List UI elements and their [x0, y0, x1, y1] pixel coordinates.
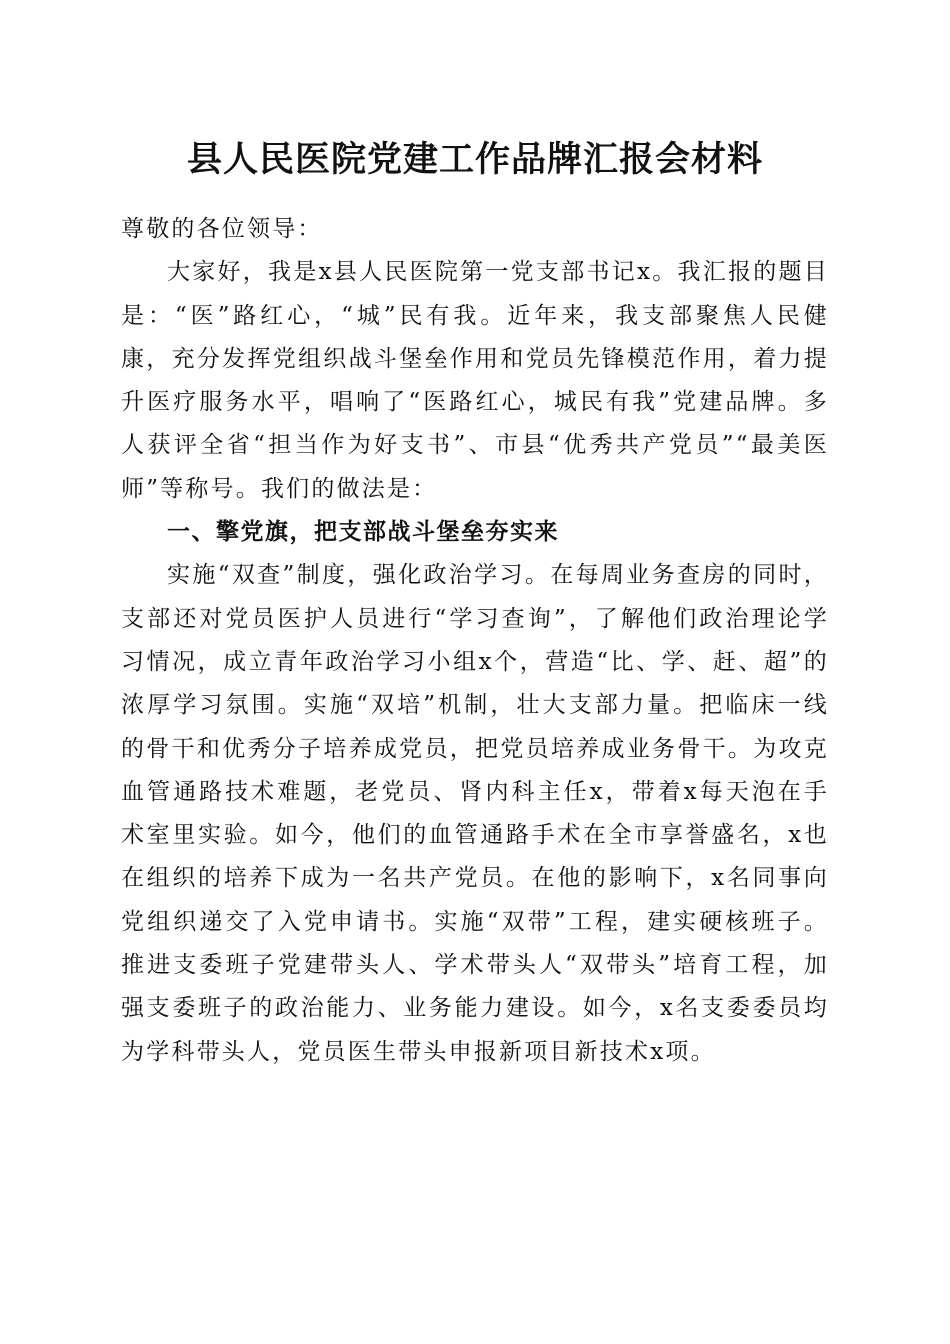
- section-paragraph: 实施“双查”制度，强化政治学习。在每周业务查房的同时，支部还对党员医护人员进行“学习查询”，了解他们政治理论学习情况，成立青年政治学习小组x个，营造“比、学、赶、超”的浓厚学习氛围。实施“双培”机制，壮大支部力量。把临床一线的骨干和优秀分子培养成党员，把党员培养成业务骨干。为攻克血管通路技术难题，老党员、肾内科主任x，带着x每天泡在手术室里实验。如今，他们的血管通路手术在全市享誉盛名，x也在组织的培养下成为一名共产党员。在他的影响下，x名同事向党组织递交了入党申请书。实施“双带”工程，建实硬核班子。推进支委班子党建带头人、学术带头人“双带头”培育工程，加强支委班子的政治能力、业务能力建设。如今，x名支委委员均为学科带头人，党员医生带头申报新项目新技术x项。: [121, 562, 829, 1065]
- section-heading: 一、擎党旗，把支部战斗堡垒夯实来: [167, 519, 559, 546]
- document-body: [121, 208, 829, 1074]
- salutation: 尊敬的各位领导：: [121, 216, 323, 242]
- intro-paragraph: 大家好，我是x县人民医院第一党支部书记x。我汇报的题目是：“医”路红心，“城”民有我。近年来，我支部聚焦人民健康，充分发挥党组织战斗堡垒作用和党员先锋模范作用，着力提升医疗服务水平，唱响了“医路红心，城民有我”党建品牌。多人获评全省“担当作为好支书”、市县“优秀共产党员”“最美医师”等称号。我们的做法是：: [121, 259, 829, 502]
- document-title: 县人民医院党建工作品牌汇报会材料: [186, 139, 763, 180]
